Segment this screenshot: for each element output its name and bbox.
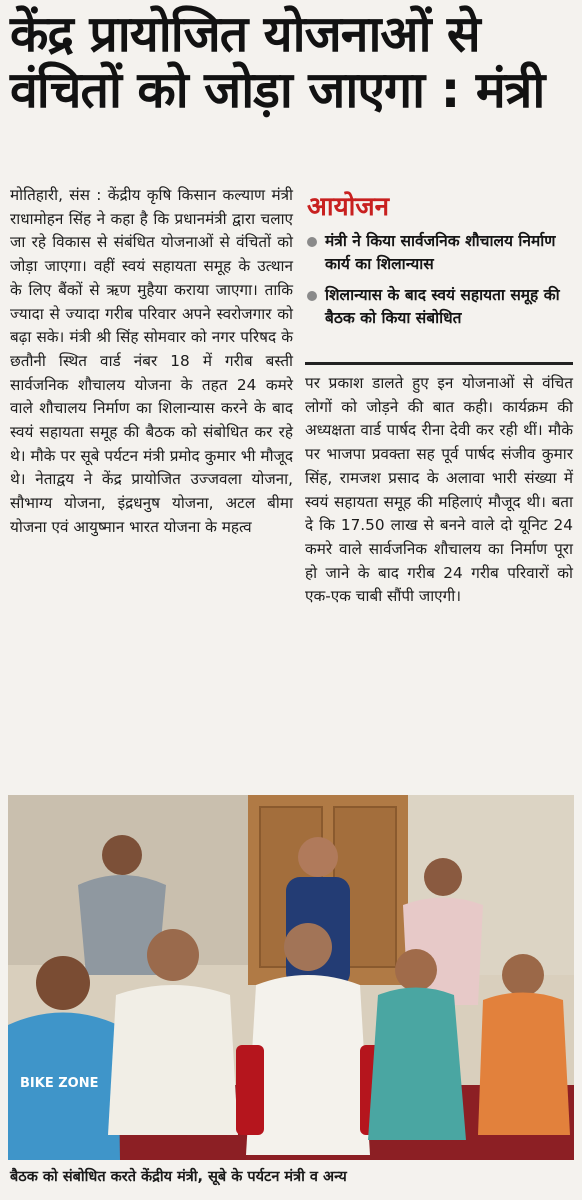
headline-line-1: केंद्र प्रायोजित योजनाओं से <box>10 5 480 63</box>
infobox-bullet <box>305 230 573 276</box>
infobox-bullet-text: शिलान्यास के बाद स्वयं सहायता समूह की बैठक को किया संबोधित <box>325 286 560 327</box>
meeting-photo-illustration <box>8 795 574 1160</box>
headline <box>10 6 575 118</box>
infobox-title: आयोजन <box>307 192 390 222</box>
article-right-column: पर प्रकाश डालते हुए इन योजनाओं से वंचित लोगों को जोड़ने की बात कही। कार्यक्रम की अध्यक्षता वार्ड पार्षद रीना देवी कर रही थीं। मौके पर भाजपा प्रवक्ता सह पूर्व पार्षद संजीव कुमार सिंह, रामजश प्रसाद के अलावा भारी संख्या में स्वयं सहायता समूह की महिलाएं मौजूद थी। बता दे कि 17.50 लाख से बनने वाले दो यूनिट 24 कमरे वाले सार्वजनिक शौचालय का निर्माण पूरा हो जाने के बाद गरीब 24 गरीब परिवारों को एक-एक चाबी सौंपी जाएगी। <box>305 374 573 606</box>
shirt-text: BIKE ZONE <box>20 1076 99 1091</box>
event-infobox <box>305 190 573 365</box>
infobox-bullet-text: मंत्री ने किया सार्वजनिक शौचालय निर्माण कार्य का शिलान्यास <box>325 232 556 273</box>
bullet-dot-icon <box>307 237 317 247</box>
bullet-dot-icon <box>307 291 317 301</box>
photo-caption: बैठक को संबोधित करते केंद्रीय मंत्री, सूबे के पर्यटन मंत्री व अन्य <box>10 1169 347 1185</box>
headline-line-2: वंचितों को जोड़ा जाएगा : मंत्री <box>10 61 545 119</box>
infobox-bullet <box>305 284 573 330</box>
news-photo <box>8 795 574 1160</box>
article-left-column: मोतिहारी, संस : केंद्रीय कृषि किसान कल्याण मंत्री राधामोहन सिंह ने कहा है कि प्रधानमंत्री द्वारा चलाए जा रहे विकास से संबंधित योजनाओं से वंचितों को जोड़ा जाएगा। वहीं स्वयं सहायता समूह के उत्थान के लिए बैंकों से ऋण मुहैया कराया जाएगा। ताकि ज्यादा से ज्यादा गरीब परिवार अपने स्वरोजगार को बढ़ा सके। मंत्री श्री सिंह सोमवार को नगर परिषद के छतौनी स्थित वार्ड नंबर 18 में गरीब बस्ती सार्वजनिक शौचालय योजना के तहत 24 कमरे वाले शौचालय निर्माण का शिलान्यास करने के बाद स्वयं सहायता समूह की बैठक को संबोधित कर रहे थे। मौके पर सूबे पर्यटन मंत्री प्रमोद कुमार भी मौजूद थे। नेताद्वय ने केंद्र प्रायोजित उज्जवला योजना, सौभाग्य योजना, इंद्रधनुष योजना, अटल बीमा योजना एवं आयुष्मान भारत योजना के महत्व <box>10 186 293 536</box>
